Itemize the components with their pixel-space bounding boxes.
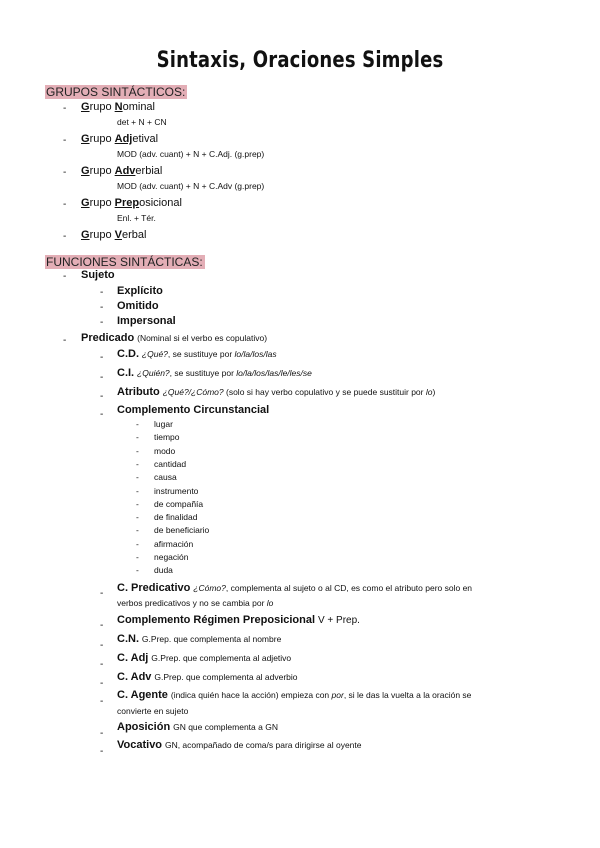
group-item xyxy=(81,197,182,209)
bullet-dash: - xyxy=(100,746,104,757)
cag-line1 xyxy=(117,689,471,701)
cpred-label: C. Predicativo xyxy=(117,582,191,594)
group-item xyxy=(81,101,155,113)
bullet-dash: - xyxy=(100,317,104,328)
cc-item: negación xyxy=(154,552,189,562)
cpred-line2-text: verbos predicativos y no se cambia por xyxy=(117,598,267,608)
cc-item: instrumento xyxy=(154,485,199,496)
group-head: Prep xyxy=(114,197,140,209)
bullet-dash: - xyxy=(100,678,104,689)
cpred-line2 xyxy=(117,598,273,608)
cd-question: ¿Qué? xyxy=(141,349,168,359)
bullet-dash: - xyxy=(100,588,104,599)
ci-line xyxy=(117,367,312,379)
group-detail: det + N + CN xyxy=(117,117,167,127)
cn-desc: G.Prep. que complementa al nombre xyxy=(141,634,282,644)
group-item xyxy=(81,133,158,145)
predicado-label: Predicado xyxy=(81,332,135,344)
group-initial: G xyxy=(81,197,90,209)
cc-item: lugar xyxy=(154,419,173,429)
cpred-question: ¿Cómo? xyxy=(193,583,226,593)
predicado-line xyxy=(81,332,267,344)
group-detail: MOD (adv. cuant) + N + C.Adj. (g.prep) xyxy=(117,149,265,159)
group-detail: Enl. + Tér. xyxy=(117,213,156,223)
group-item xyxy=(81,229,146,241)
atributo-question: ¿Qué?/¿Cómo? xyxy=(162,387,224,397)
group-detail: MOD (adv. cuant) + N + C.Adv (g.prep) xyxy=(117,181,265,191)
cadj-label: C. Adj xyxy=(117,652,149,664)
cpred-line1-text: , complementa al sujeto o al CD, es como el atributo pero solo en xyxy=(225,583,473,593)
cc-item: de compañía xyxy=(154,498,204,509)
group-word: rupo xyxy=(89,133,115,145)
bullet-dash: - xyxy=(100,728,104,739)
cc-item: causa xyxy=(154,472,177,483)
sujeto-item: Explícito xyxy=(117,285,163,297)
bullet-dash: - xyxy=(100,372,104,383)
cag-line2: convierte en sujeto xyxy=(117,706,189,716)
bullet-dash: - xyxy=(136,538,139,549)
cd-mid: , se sustituye por xyxy=(167,349,235,359)
cc-label: Complemento Circunstancial xyxy=(117,404,270,416)
group-head: Adv xyxy=(114,165,136,177)
bullet-dash: - xyxy=(63,271,67,282)
cadj-desc: G.Prep. que complementa al adjetivo xyxy=(151,653,292,663)
predicado-note: (Nominal si el verbo es copulativo) xyxy=(137,333,268,343)
bullet-dash: - xyxy=(136,565,139,576)
bullet-dash: - xyxy=(136,472,139,483)
crp-label: Complemento Régimen Preposicional xyxy=(117,614,316,626)
bullet-dash: - xyxy=(100,287,104,298)
group-initial: G xyxy=(81,165,90,177)
group-item xyxy=(81,165,162,177)
atributo-line xyxy=(117,386,435,398)
cadj-line xyxy=(117,652,291,664)
cc-item: de finalidad xyxy=(154,512,198,523)
atributo-close: ) xyxy=(432,387,436,397)
section-heading-groups: GRUPOS SINTÁCTICOS: xyxy=(46,85,186,99)
bullet-dash: - xyxy=(63,103,67,114)
cag-label: C. Agente xyxy=(117,689,168,701)
crp-desc: V + Prep. xyxy=(317,615,360,626)
group-word: rupo xyxy=(89,229,115,241)
sujeto-item: Omitido xyxy=(117,300,159,312)
cc-item: tiempo xyxy=(154,432,180,443)
cc-item: cantidad xyxy=(154,458,187,469)
bullet-dash: - xyxy=(63,231,67,242)
apos-label: Aposición xyxy=(117,721,171,733)
cag-d2: , si le das la vuelta a la oración se xyxy=(343,690,472,700)
bullet-dash: - xyxy=(63,135,67,146)
bullet-dash: - xyxy=(136,445,139,456)
section-heading-functions: FUNCIONES SINTÁCTICAS: xyxy=(46,255,203,269)
group-tail: osicional xyxy=(139,197,182,209)
cadv-line xyxy=(117,671,298,683)
cn-line xyxy=(117,633,281,645)
apos-desc: GN que complementa a GN xyxy=(173,722,278,732)
ci-pron: lo/la/los/las/le/les/se xyxy=(236,368,312,378)
cc-item: afirmación xyxy=(154,538,194,549)
bullet-dash: - xyxy=(100,391,104,402)
bullet-dash: - xyxy=(63,335,67,346)
group-word: rupo xyxy=(89,197,115,209)
bullet-dash: - xyxy=(136,458,139,469)
group-tail: ominal xyxy=(122,101,155,113)
bullet-dash: - xyxy=(136,498,139,509)
cadv-label: C. Adv xyxy=(117,671,152,683)
voc-label: Vocativo xyxy=(117,739,163,751)
group-head: V xyxy=(114,229,122,241)
atributo-pron: lo xyxy=(425,387,433,397)
cd-label: C.D. xyxy=(117,348,139,360)
cc-item: de beneficiario xyxy=(154,525,210,536)
group-tail: etival xyxy=(132,133,159,145)
cag-por: por xyxy=(331,690,344,700)
cc-item: modo xyxy=(154,445,176,456)
apos-line xyxy=(117,721,278,733)
atributo-mid: (solo si hay verbo copulativo y se puede sustituir por xyxy=(223,387,426,397)
group-initial: G xyxy=(81,101,90,113)
sujeto-item: Impersonal xyxy=(117,315,176,327)
bullet-dash: - xyxy=(100,352,104,363)
bullet-dash: - xyxy=(100,659,104,670)
group-head: N xyxy=(114,101,123,113)
bullet-dash: - xyxy=(100,640,104,651)
cn-label: C.N. xyxy=(117,633,139,645)
bullet-dash: - xyxy=(136,485,139,496)
voc-line xyxy=(117,739,362,751)
group-initial: G xyxy=(81,133,90,145)
bullet-dash: - xyxy=(136,432,139,443)
cadv-desc: G.Prep. que complementa al adverbio xyxy=(154,672,298,682)
cag-d1: (indica quién hace la acción) empieza con xyxy=(170,690,332,700)
bullet-dash: - xyxy=(63,167,67,178)
group-initial: G xyxy=(81,229,90,241)
bullet-dash: - xyxy=(100,620,104,631)
bullet-dash: - xyxy=(136,552,139,562)
crp-line xyxy=(117,614,360,626)
page-title: Sintaxis, Oraciones Simples xyxy=(156,48,444,73)
ci-mid: , se sustituye por xyxy=(169,368,237,378)
bullet-dash: - xyxy=(136,512,139,523)
bullet-dash: - xyxy=(100,696,104,707)
voc-desc: GN, acompañado de coma/s para dirigirse al oyente xyxy=(164,740,362,750)
ci-label: C.I. xyxy=(117,367,135,379)
cc-item: duda xyxy=(154,565,173,576)
group-word: rupo xyxy=(89,165,115,177)
group-head: Adj xyxy=(114,133,133,145)
group-tail: erbial xyxy=(135,165,163,177)
group-tail: erbal xyxy=(121,229,147,241)
bullet-dash: - xyxy=(100,409,104,420)
bullet-dash: - xyxy=(136,525,139,536)
group-word: rupo xyxy=(89,101,115,113)
ci-question: ¿Quién? xyxy=(137,368,170,378)
bullet-dash: - xyxy=(63,199,67,210)
atributo-label: Atributo xyxy=(117,386,160,398)
cpred-pron: lo xyxy=(266,598,274,608)
bullet-dash: - xyxy=(136,419,139,429)
cpred-line1 xyxy=(117,582,472,594)
sujeto-label: Sujeto xyxy=(81,269,115,281)
bullet-dash: - xyxy=(100,302,104,313)
cd-line xyxy=(117,348,277,360)
cd-pron: lo/la/los/las xyxy=(234,349,277,359)
